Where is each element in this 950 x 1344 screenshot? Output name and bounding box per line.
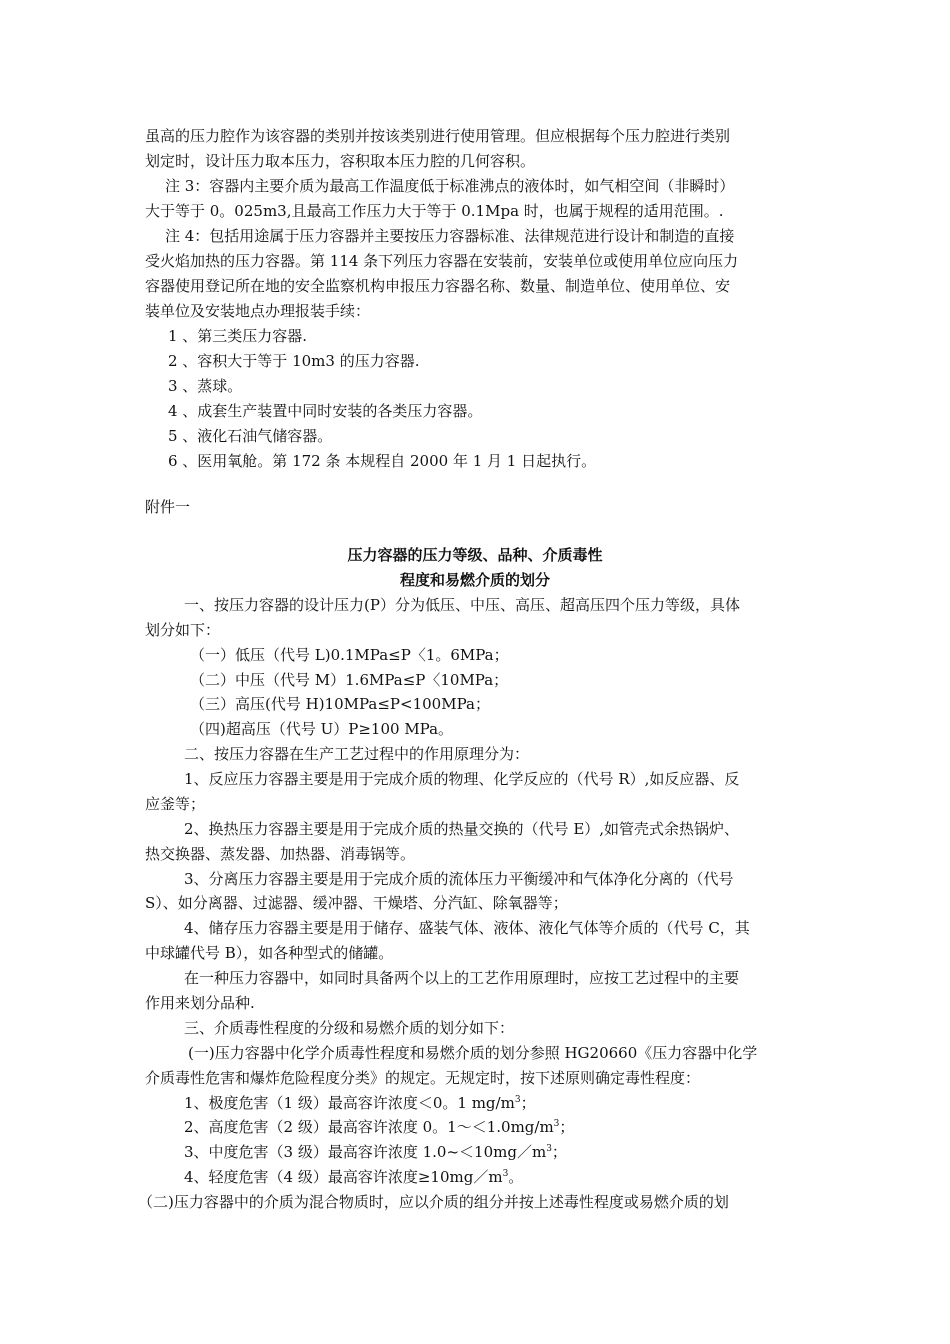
text-line: 1、反应压力容器主要是用于完成介质的物理、化学反应的（代号 R）,如反应器、反 bbox=[184, 770, 740, 788]
text-line: 容器使用登记所在地的安全监察机构申报压力容器名称、数量、制造单位、使用单位、安 bbox=[145, 277, 731, 295]
list-item-tail: ； bbox=[520, 1094, 536, 1112]
list-item bbox=[184, 1167, 523, 1187]
list-item-tail: ； bbox=[559, 1118, 575, 1136]
text-line: 注 3：容器内主要介质为最高工作温度低于标准沸点的液体时，如气相空间（非瞬时） bbox=[165, 177, 735, 195]
text-line: 大于等于 0。025m3,且最高工作压力大于等于 0.1Mpa 时，也属于规程的适用范围。. bbox=[145, 202, 724, 220]
list-item-tail: 。 bbox=[508, 1168, 524, 1186]
list-item: 1 、第三类压力容器. bbox=[168, 327, 308, 345]
list-item: （一）低压（代号 L)0.1MPa≤P〈1。6MPa； bbox=[190, 646, 509, 664]
superscript: 3 bbox=[502, 1169, 509, 1179]
text-line: 4、储存压力容器主要是用于储存、盛装气体、液体、液化气体等介质的（代号 C，其 bbox=[184, 919, 750, 937]
list-item-tail: ； bbox=[551, 1143, 567, 1161]
appendix-label: 附件一 bbox=[145, 498, 191, 516]
text-line: 三、介质毒性程度的分级和易燃介质的划分如下： bbox=[184, 1019, 515, 1037]
text-line: 划分如下： bbox=[145, 621, 221, 639]
text-line: 热交换器、蒸发器、加热器、消毒锅等。 bbox=[145, 845, 416, 863]
text-line: 装单位及安装地点办理报装手续： bbox=[145, 302, 371, 320]
text-line: 二、按压力容器在生产工艺过程中的作用原理分为： bbox=[184, 745, 530, 763]
text-line: S）、如分离器、过滤器、缓冲器、干燥塔、分汽缸、除氧器等； bbox=[145, 894, 568, 912]
text-line: 一、按压力容器的设计压力(P）分为低压、中压、高压、超高压四个压力等级，具体 bbox=[184, 596, 740, 614]
list-item bbox=[184, 1117, 574, 1137]
section-title: 压力容器的压力等级、品种、介质毒性 bbox=[347, 546, 603, 564]
list-item bbox=[184, 1142, 567, 1162]
list-item: 5 、液化石油气储容器。 bbox=[168, 427, 333, 445]
text-line: 作用来划分品种. bbox=[145, 994, 255, 1012]
section-title: 程度和易燃介质的划分 bbox=[399, 571, 550, 589]
list-item-text: 2、高度危害（2 级）最高容许浓度 0。1～＜1.0mg/m bbox=[184, 1118, 554, 1136]
text-line: 3、分离压力容器主要是用于完成介质的流体压力平衡缓冲和气体净化分离的（代号 bbox=[184, 870, 734, 888]
list-item bbox=[184, 1093, 536, 1113]
superscript: 3 bbox=[546, 1144, 552, 1154]
list-item: （二）中压（代号 M）1.6MPa≤P〈10MPa； bbox=[190, 671, 509, 689]
text-line: （二)压力容器中的介质为混合物质时，应以介质的组分并按上述毒性程度或易燃介质的划 bbox=[138, 1193, 729, 1211]
list-item: 3 、蒸球。 bbox=[168, 377, 243, 395]
superscript: 3 bbox=[553, 1119, 560, 1129]
text-line: 应釜等； bbox=[145, 795, 206, 813]
list-item-text: 4、轻度危害（4 级）最高容许浓度≥10mg／m bbox=[184, 1168, 503, 1186]
text-line: 介质毒性危害和爆炸危险程度分类》的规定。无规定时，按下述原则确定毒性程度： bbox=[145, 1069, 701, 1087]
list-item: 6 、医用氧舱。第 172 条 本规程自 2000 年 1 月 1 日起执行。 bbox=[168, 452, 597, 470]
list-item: 2 、容积大于等于 10m3 的压力容器. bbox=[168, 352, 420, 370]
text-line: 2、换热压力容器主要是用于完成介质的热量交换的（代号 E）,如管壳式余热锅炉、 bbox=[184, 820, 740, 838]
list-item: （四)超高压（代号 U）P≥100 MPa。 bbox=[190, 720, 454, 738]
text-line: 受火焰加热的压力容器。第 114 条下列压力容器在安装前，安装单位或使用单位应向压力 bbox=[145, 252, 739, 270]
text-line: 注 4：包括用途属于压力容器并主要按压力容器标准、法律规范进行设计和制造的直接 bbox=[165, 227, 735, 245]
superscript: 3 bbox=[514, 1095, 521, 1105]
text-line: 中球罐代号 B），如各种型式的储罐。 bbox=[145, 944, 394, 962]
list-item: 4 、成套生产装置中同时安装的各类压力容器。 bbox=[168, 402, 483, 420]
list-item-text: 3、中度危害（3 级）最高容许浓度 1.0~＜10mg／m bbox=[184, 1143, 547, 1161]
text-line: (一)压力容器中化学介质毒性程度和易燃介质的划分参照 HG20660《压力容器中化学 bbox=[188, 1044, 758, 1062]
text-line: 虽高的压力腔作为该容器的类别并按该类别进行使用管理。但应根据每个压力腔进行类别 bbox=[145, 127, 731, 145]
text-line: 在一种压力容器中，如同时具备两个以上的工艺作用原理时，应按工艺过程中的主要 bbox=[184, 969, 740, 987]
list-item: （三）高压(代号 H)10MPa≤P<100MPa； bbox=[190, 695, 490, 713]
list-item-text: 1、极度危害（1 级）最高容许浓度＜0。1 mg/m bbox=[184, 1094, 515, 1112]
text-line: 划定时，设计压力取本压力，容积取本压力腔的几何容积。 bbox=[145, 152, 536, 170]
